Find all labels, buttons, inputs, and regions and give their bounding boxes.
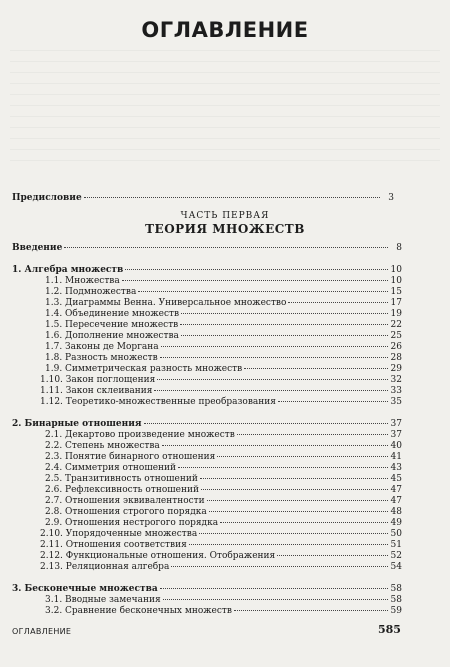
leader-dots [163, 598, 388, 600]
toc-section [40, 375, 402, 386]
toc-section-label: 2.7. Отношения эквивалентности [45, 496, 205, 506]
toc-entry-page: 58 [390, 595, 402, 605]
toc-entry-intro [12, 243, 402, 254]
leader-dots [217, 455, 388, 457]
leader-dots [125, 268, 388, 270]
leader-dots [234, 609, 388, 611]
toc-entry-label: Введение [12, 243, 63, 253]
page-title: ОГЛАВЛЕНИЕ [141, 18, 309, 42]
toc-entry-page: 19 [390, 309, 402, 319]
toc-entry-page: 35 [390, 397, 402, 407]
leader-dots [180, 323, 388, 325]
toc-entry-page: 37 [390, 430, 402, 440]
toc-entry-preface [12, 193, 394, 204]
toc-section [45, 496, 402, 507]
toc-section [45, 287, 402, 298]
toc-entry-page: 40 [390, 441, 402, 451]
toc-section [45, 595, 402, 606]
leader-dots [277, 554, 388, 556]
toc-section [45, 331, 402, 342]
leader-dots [244, 367, 388, 369]
toc-section [45, 364, 402, 375]
toc-chapter-label: 3. Бесконечные множества [12, 584, 158, 594]
leader-dots [64, 246, 388, 248]
toc-section-label: 1.1. Множества [45, 276, 120, 286]
toc-section-label: 2.4. Симметрия отношений [45, 463, 177, 473]
toc-section [45, 463, 402, 474]
toc-entry-page: 58 [390, 584, 402, 594]
toc-section-label: 1.12. Теоретико-множественные преобразования [40, 397, 276, 407]
toc-entry-page: 33 [390, 386, 402, 396]
toc-entry-page: 32 [390, 375, 402, 385]
toc-section [45, 606, 402, 617]
toc-entry-page: 8 [396, 243, 402, 253]
toc-entry-page: 10 [390, 276, 402, 286]
toc-section [40, 397, 402, 408]
toc-section-label: 1.4. Объединение множеств [45, 309, 180, 319]
toc-entry-page: 25 [390, 331, 402, 341]
leader-dots [162, 444, 388, 446]
toc-entry-page: 26 [390, 342, 402, 352]
toc-section [40, 540, 402, 551]
toc-entry-page: 10 [390, 265, 402, 275]
toc-section-label: 2.1. Декартово произведение множеств [45, 430, 235, 440]
bleed-through-text [10, 50, 440, 170]
toc-entry-page: 22 [390, 320, 402, 330]
toc-section-label: 2.11. Отношения соответствия [40, 540, 187, 550]
toc-entry-page: 48 [390, 507, 402, 517]
toc-section [45, 276, 402, 287]
toc-entry-page: 15 [390, 287, 402, 297]
toc-section-label: 1.10. Закон поглощения [40, 375, 156, 385]
leader-dots [154, 389, 388, 391]
leader-dots [181, 334, 388, 336]
leader-dots [138, 290, 388, 292]
leader-dots [220, 521, 388, 523]
toc-section [45, 342, 402, 353]
leader-dots [161, 345, 388, 347]
toc-section [45, 320, 402, 331]
toc-chapter-label: 2. Бинарные отношения [12, 419, 142, 429]
leader-dots [189, 543, 388, 545]
toc-entry-page: 59 [390, 606, 402, 616]
toc-entry-page: 51 [390, 540, 402, 550]
toc-entry-page: 37 [390, 419, 402, 429]
toc-section-label: 2.10. Упорядоченные множества [40, 529, 198, 539]
leader-dots [178, 466, 388, 468]
toc-section-label: 1.5. Пересечение множеств [45, 320, 179, 330]
toc-entry-page: 45 [390, 474, 402, 484]
toc-entry-label: Предисловие [12, 193, 82, 203]
toc-chapter [12, 419, 402, 430]
toc-entry-page: 47 [390, 496, 402, 506]
toc-chapter [12, 584, 402, 595]
toc-section-label: 1.2. Подмножества [45, 287, 137, 297]
toc-section-label: 1.7. Законы де Моргана [45, 342, 159, 352]
leader-dots [209, 510, 388, 512]
toc-section-label: 2.3. Понятие бинарного отношения [45, 452, 216, 462]
leader-dots [288, 301, 388, 303]
leader-dots [181, 312, 388, 314]
toc-section [45, 309, 402, 320]
toc-section [40, 386, 402, 397]
toc-entry-page: 52 [390, 551, 402, 561]
leader-dots [237, 433, 388, 435]
toc-section-label: 2.13. Реляционная алгебра [40, 562, 170, 572]
toc-section [45, 441, 402, 452]
leader-dots [201, 488, 388, 490]
leader-dots [122, 279, 388, 281]
toc-section-label: 3.1. Вводные замечания [45, 595, 161, 605]
toc-entry-page: 3 [388, 193, 394, 203]
toc-section-label: 1.6. Дополнение множества [45, 331, 179, 341]
leader-dots [171, 565, 388, 567]
part-title: ТЕОРИЯ МНОЖЕСТВ [145, 222, 305, 236]
toc-entry-page: 47 [390, 485, 402, 495]
toc-section [45, 507, 402, 518]
toc-section [45, 518, 402, 529]
toc-entry-page: 49 [390, 518, 402, 528]
toc-section [45, 452, 402, 463]
part-label: ЧАСТЬ ПЕРВАЯ [180, 211, 270, 221]
toc-section [45, 430, 402, 441]
toc-section [45, 298, 402, 309]
leader-dots [144, 422, 388, 424]
toc-section-label: 1.3. Диаграммы Венна. Универсальное множество [45, 298, 287, 308]
running-title: ОГЛАВЛЕНИЕ [12, 627, 72, 636]
leader-dots [157, 378, 388, 380]
leader-dots [199, 532, 388, 534]
toc-section-label: 1.9. Симметрическая разность множеств [45, 364, 243, 374]
toc-section-label: 2.2. Степень множества [45, 441, 160, 451]
leader-dots [278, 400, 388, 402]
leader-dots [84, 196, 380, 198]
toc-entry-page: 28 [390, 353, 402, 363]
toc-section-label: 3.2. Сравнение бесконечных множеств [45, 606, 232, 616]
toc-entry-page: 50 [390, 529, 402, 539]
toc-entry-page: 17 [390, 298, 402, 308]
toc-entry-page: 29 [390, 364, 402, 374]
toc-section [45, 485, 402, 496]
leader-dots [200, 477, 388, 479]
toc-section [40, 529, 402, 540]
toc-section-label: 2.6. Рефлексивность отношений [45, 485, 199, 495]
page-number: 585 [378, 623, 401, 636]
toc-chapter [12, 265, 402, 276]
leader-dots [160, 587, 388, 589]
toc-section-label: 2.9. Отношения нестрогого порядка [45, 518, 219, 528]
leader-dots [160, 356, 388, 358]
toc-section [45, 474, 402, 485]
toc-section-label: 1.11. Закон склеивания [40, 386, 153, 396]
leader-dots [207, 499, 388, 501]
toc-section [40, 562, 402, 573]
toc-entry-page: 54 [390, 562, 402, 572]
toc-section [45, 353, 402, 364]
toc-chapter-label: 1. Алгебра множеств [12, 265, 124, 275]
toc-entry-page: 41 [390, 452, 402, 462]
toc-section-label: 2.8. Отношения строгого порядка [45, 507, 207, 517]
toc-section-label: 1.8. Разность множеств [45, 353, 158, 363]
toc-entry-page: 43 [390, 463, 402, 473]
toc-section-label: 2.12. Функциональные отношения. Отображения [40, 551, 276, 561]
toc-section-label: 2.5. Транзитивность отношений [45, 474, 198, 484]
toc-section [40, 551, 402, 562]
